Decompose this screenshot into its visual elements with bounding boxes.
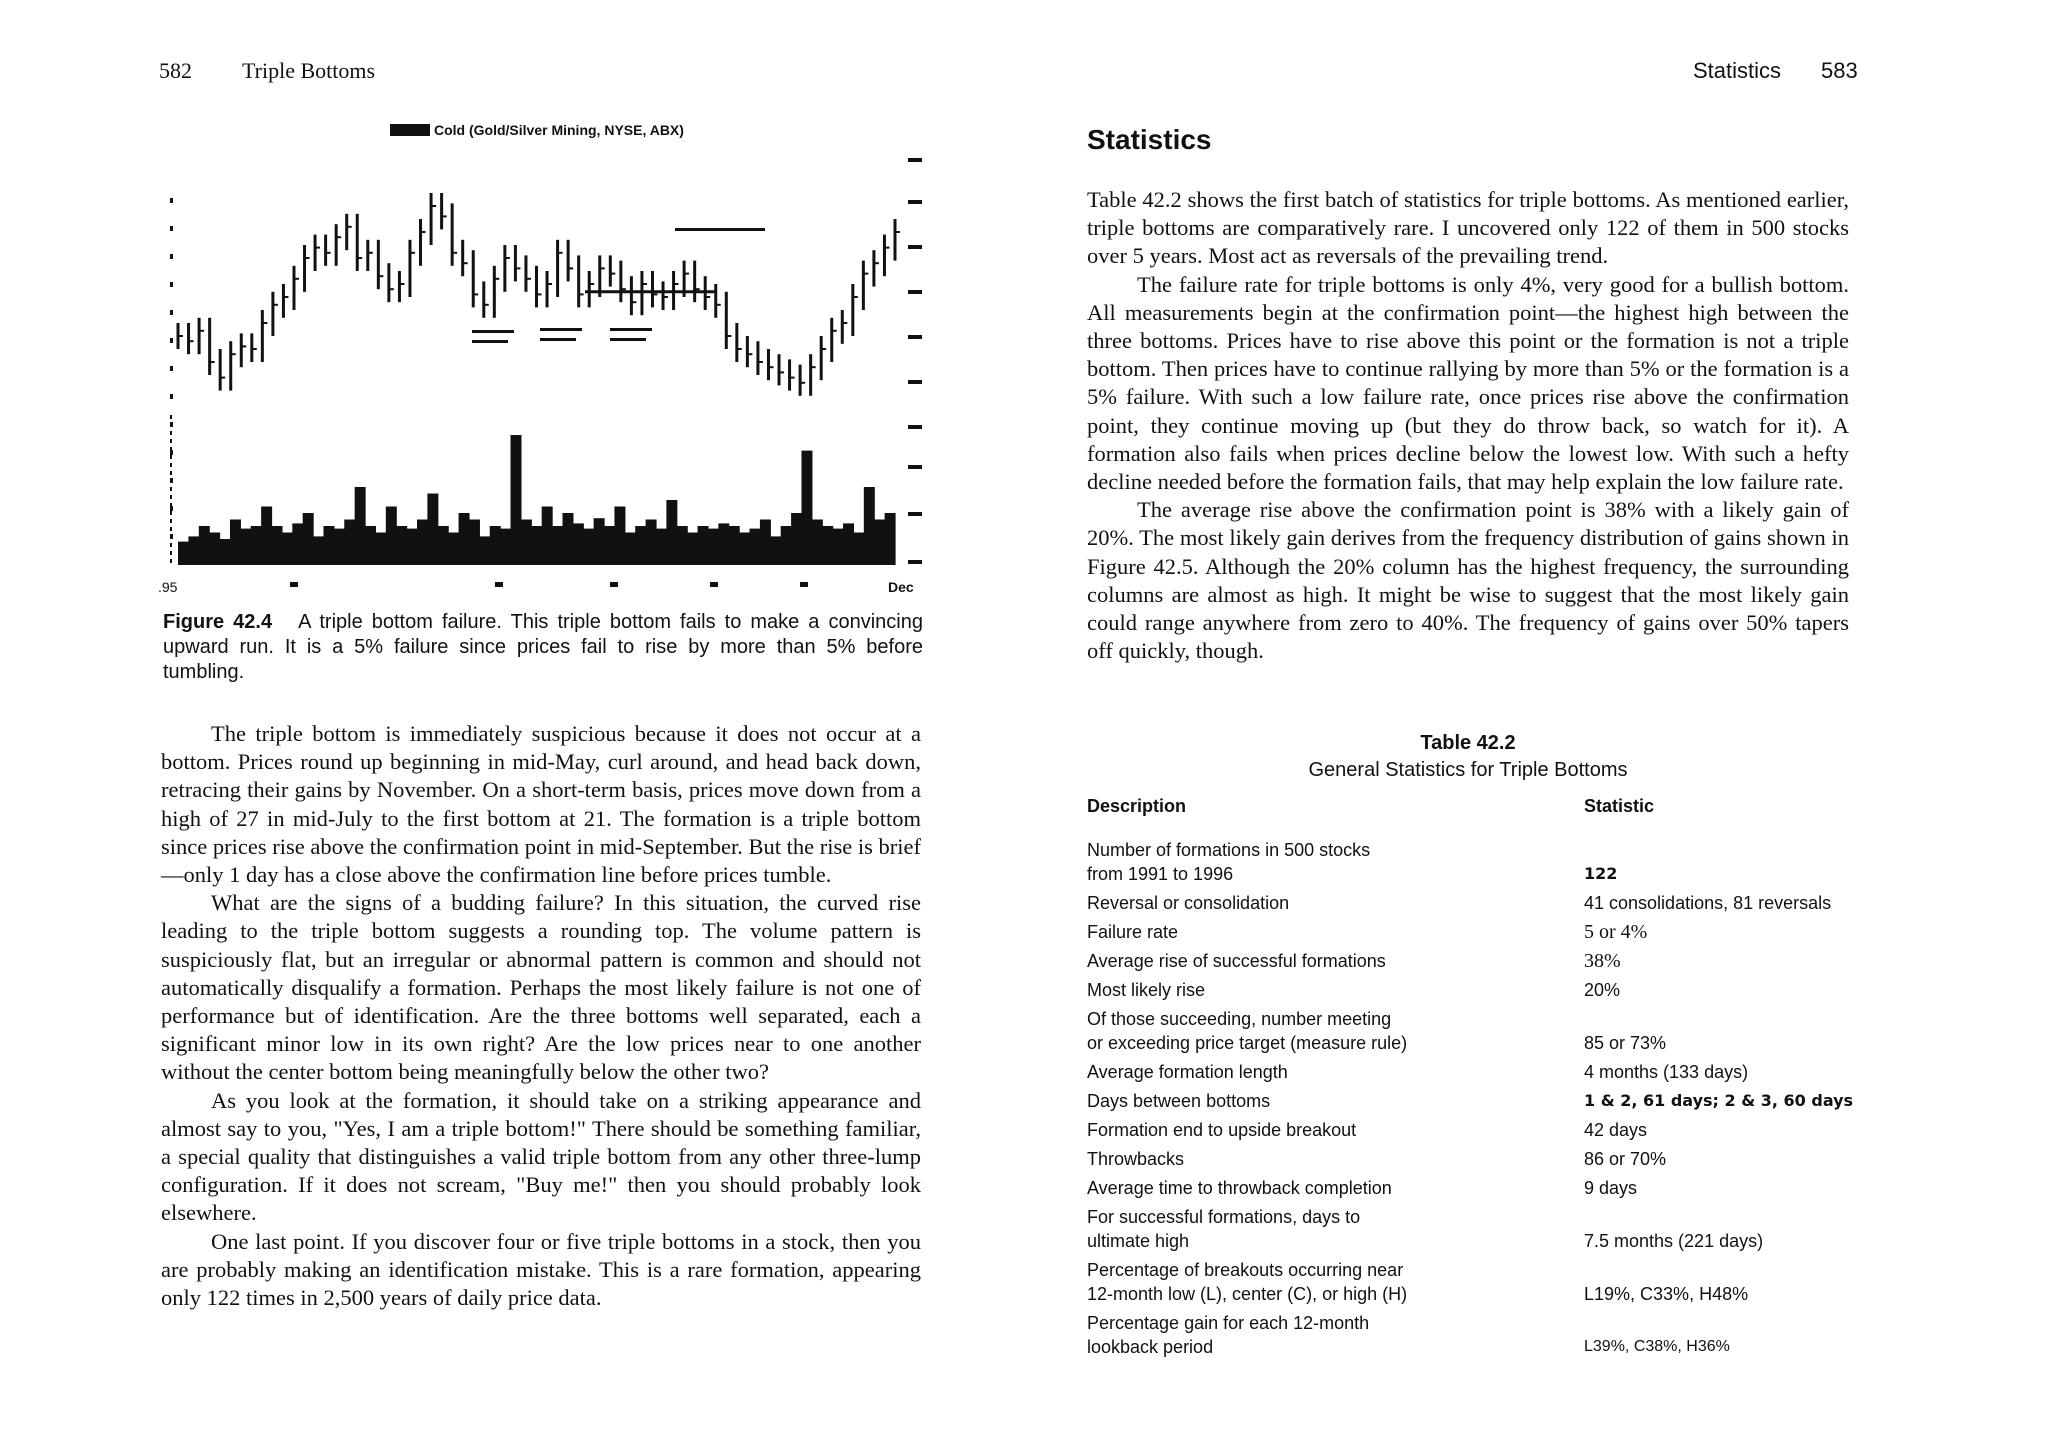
axis-tick bbox=[170, 338, 173, 343]
axis-tick bbox=[170, 282, 173, 287]
figure-caption-text: A triple bottom failure. This triple bottom fails to make a convincing upward run. It is a 5% failure since prices fail to rise by more than 5% before tumbling. bbox=[163, 611, 923, 683]
left-running-title: Triple Bottoms bbox=[242, 58, 376, 83]
body-paragraph: As you look at the formation, it should take on a striking appearance and almost say to you, "Yes, I am a triple bottom!" There should be something familiar, a special quality that distinguishes a valid triple bottom from any other three-lump configuration. If it does not scream, "Buy me!" then you should probably look elsewhere. bbox=[161, 1087, 921, 1226]
volume-bar bbox=[791, 513, 802, 565]
volume-bar bbox=[874, 520, 885, 566]
row-statistic: 4 months (133 days) bbox=[1584, 1062, 1749, 1082]
statistics-table bbox=[1087, 796, 1867, 1359]
figure-label: Figure 42.4 bbox=[163, 611, 273, 633]
volume-bar bbox=[687, 533, 698, 566]
x-axis-start-label: .95 bbox=[158, 579, 178, 595]
table-row bbox=[1087, 1084, 1867, 1113]
right-page-body bbox=[1087, 186, 1849, 665]
row-description: Days between bottoms bbox=[1087, 1091, 1271, 1111]
volume-bar bbox=[427, 494, 438, 566]
volume-bar bbox=[760, 520, 771, 566]
table-row bbox=[1087, 833, 1867, 886]
volume-bar bbox=[843, 523, 854, 565]
volume-bar bbox=[459, 513, 470, 565]
volume-bar bbox=[303, 513, 314, 565]
chart-right-axis-ticks bbox=[908, 158, 922, 564]
row-statistic: 38% bbox=[1584, 950, 1621, 972]
body-paragraph: The failure rate for triple bottoms is only 4%, very good for a bullish bottom. All measurements begin at the confirmation point—the highest high between the three bottoms. Prices have to rise above this point or the formation is not a triple bottom. Then prices have to continue rallying by more than 5% or the formation is a 5% failure. With such a low failure rate, once prices rise above the confirmation point, they continue moving up (but they do throw back, so watch for it). A formation also fails when prices decline below the lowest low. With such a hefty decline needed before the formation fails, that may help explain the low failure rate. bbox=[1087, 271, 1849, 495]
volume-bar bbox=[635, 526, 646, 565]
row-statistic: 41 consolidations, 81 reversals bbox=[1584, 893, 1832, 913]
volume-bar bbox=[573, 523, 584, 565]
axis-tick bbox=[908, 158, 922, 162]
axis-tick bbox=[908, 512, 922, 516]
volume-bar bbox=[812, 520, 823, 566]
volume-bar bbox=[552, 526, 563, 565]
row-statistic: 7.5 months (221 days) bbox=[1584, 1231, 1764, 1251]
x-tick bbox=[290, 582, 298, 587]
bottom-label-mark bbox=[472, 340, 508, 343]
volume-bar bbox=[209, 533, 220, 566]
x-tick bbox=[495, 582, 503, 587]
table-number: Table 42.2 bbox=[1420, 732, 1516, 754]
axis-tick bbox=[170, 310, 173, 315]
volume-bar bbox=[417, 520, 428, 566]
row-description: Percentage of breakouts occurring near 12-month low (L), center (C), or high (H) bbox=[1087, 1260, 1408, 1304]
axis-tick bbox=[170, 226, 173, 231]
table-row bbox=[1087, 1142, 1867, 1171]
table-row bbox=[1087, 1055, 1867, 1084]
table-subtitle: General Statistics for Triple Bottoms bbox=[1308, 759, 1628, 781]
volume-bars bbox=[178, 435, 896, 565]
volume-bar bbox=[833, 529, 844, 565]
bottom-label-mark bbox=[610, 328, 652, 331]
volume-bar bbox=[853, 533, 864, 566]
price-volume-chart bbox=[150, 140, 940, 600]
volume-bar bbox=[781, 526, 792, 565]
volume-bar bbox=[708, 529, 719, 565]
column-header-description: Description bbox=[1087, 796, 1187, 816]
volume-bar bbox=[199, 526, 210, 565]
column-header-statistic: Statistic bbox=[1584, 796, 1655, 816]
body-paragraph: The average rise above the confirmation point is 38% with a likely gain of 20%. The most likely gain derives from the frequency distribution of gains shown in Figure 42.5. Although the 20% column has the highest frequency, the surrounding columns are almost as high. It might be wise to suggest that the most likely gain could range anywhere from zero to 40%. The frequency of gains over 50% tapers off quickly, though. bbox=[1087, 497, 1849, 664]
volume-bar bbox=[656, 529, 667, 565]
volume-bar bbox=[313, 536, 324, 565]
row-description: Failure rate bbox=[1087, 922, 1179, 942]
axis-tick bbox=[908, 380, 922, 384]
left-page-number: 582 bbox=[159, 58, 192, 83]
volume-bar bbox=[448, 533, 459, 566]
x-tick bbox=[610, 582, 618, 587]
volume-bar bbox=[583, 529, 594, 565]
x-axis-end-label: Dec bbox=[888, 579, 914, 595]
row-description: Throwbacks bbox=[1087, 1149, 1185, 1169]
figure-caption bbox=[163, 610, 923, 685]
volume-bar bbox=[479, 536, 490, 565]
volume-bar bbox=[365, 526, 376, 565]
volume-bar bbox=[272, 526, 283, 565]
volume-bar bbox=[531, 526, 542, 565]
row-statistic: L39%, C38%, H36% bbox=[1584, 1338, 1730, 1355]
axis-tick bbox=[908, 335, 922, 339]
left-page-body bbox=[161, 720, 921, 1312]
right-running-title: Statistics bbox=[1693, 58, 1782, 83]
table-row bbox=[1087, 1002, 1867, 1055]
volume-bar bbox=[396, 526, 407, 565]
volume-bar bbox=[770, 536, 781, 565]
axis-tick bbox=[908, 425, 922, 429]
row-description: For successful formations, days to ultimate high bbox=[1087, 1207, 1361, 1251]
x-axis-ticks bbox=[290, 582, 808, 587]
price-bars bbox=[178, 193, 900, 396]
row-description: Formation end to upside breakout bbox=[1087, 1120, 1357, 1140]
volume-bar bbox=[188, 536, 199, 565]
bottom-label-mark bbox=[540, 338, 576, 341]
volume-bar bbox=[220, 539, 231, 565]
x-tick bbox=[710, 582, 718, 587]
table-row bbox=[1087, 1200, 1867, 1253]
volume-bar bbox=[801, 451, 812, 565]
row-statistic: 85 or 73% bbox=[1584, 1033, 1667, 1053]
company-logo-mark bbox=[390, 124, 430, 136]
volume-bar bbox=[521, 520, 532, 566]
x-tick bbox=[800, 582, 808, 587]
volume-bar bbox=[594, 518, 605, 565]
row-statistic: L19%, C33%, H48% bbox=[1584, 1284, 1749, 1304]
row-statistic: 1 & 2, 61 days; 2 & 3, 60 days bbox=[1584, 1091, 1854, 1110]
chart-title: Cold (Gold/Silver Mining, NYSE, ABX) bbox=[390, 122, 750, 138]
axis-tick bbox=[908, 465, 922, 469]
axis-tick bbox=[908, 245, 922, 249]
volume-bar bbox=[562, 513, 573, 565]
volume-bar bbox=[355, 487, 366, 565]
row-statistic: 5 or 4% bbox=[1584, 921, 1648, 943]
volume-bar bbox=[864, 487, 875, 565]
row-description: Of those succeeding, number meeting or exceeding price target (measure rule) bbox=[1087, 1009, 1408, 1053]
volume-bar bbox=[885, 513, 896, 565]
volume-bar bbox=[511, 435, 522, 565]
body-paragraph: One last point. If you discover four or five triple bottoms in a stock, then you are probably making an identification mistake. This is a rare formation, appearing only 122 times in 2,500 years of daily price data. bbox=[161, 1228, 921, 1311]
axis-tick bbox=[170, 394, 173, 399]
volume-bar bbox=[344, 520, 355, 566]
table-row bbox=[1087, 944, 1867, 973]
row-statistic: 42 days bbox=[1584, 1120, 1648, 1140]
table-row bbox=[1087, 1306, 1867, 1359]
table-row bbox=[1087, 1253, 1867, 1306]
table-row bbox=[1087, 886, 1867, 915]
row-statistic: 20% bbox=[1584, 980, 1621, 1000]
axis-tick bbox=[170, 254, 173, 259]
volume-bar bbox=[718, 523, 729, 565]
bottom-label-mark bbox=[472, 330, 514, 333]
row-description: Most likely rise bbox=[1087, 980, 1206, 1000]
volume-bar bbox=[490, 526, 501, 565]
bottom-label-mark bbox=[610, 338, 646, 341]
axis-tick bbox=[908, 290, 922, 294]
row-description: Reversal or consolidation bbox=[1087, 893, 1290, 913]
volume-bar bbox=[178, 542, 189, 565]
axis-tick bbox=[170, 366, 173, 371]
volume-bar bbox=[240, 529, 251, 565]
body-paragraph: Table 42.2 shows the first batch of statistics for triple bottoms. As mentioned earlier, triple bottoms are comparatively rare. I uncovered only 122 of them in 500 stocks over 5 years. Most act as reversals of the prevailing trend. bbox=[1087, 187, 1849, 269]
row-description: Percentage gain for each 12-month lookback period bbox=[1087, 1313, 1370, 1357]
volume-bar bbox=[625, 533, 636, 566]
row-statistic: 122 bbox=[1584, 864, 1618, 883]
volume-bar bbox=[604, 526, 615, 565]
volume-bar bbox=[261, 507, 272, 566]
volume-bar bbox=[334, 529, 345, 565]
volume-bar bbox=[386, 507, 397, 566]
row-description: Average rise of successful formations bbox=[1087, 951, 1386, 971]
volume-bar bbox=[251, 526, 262, 565]
table-caption bbox=[1087, 730, 1849, 784]
volume-bar bbox=[500, 529, 511, 565]
right-page-number: 583 bbox=[1821, 58, 1858, 83]
axis-tick bbox=[170, 198, 173, 203]
volume-bar bbox=[646, 520, 657, 566]
table-row bbox=[1087, 915, 1867, 944]
bottom-label-mark bbox=[540, 328, 582, 331]
volume-bar bbox=[282, 533, 293, 566]
volume-bar bbox=[292, 523, 303, 565]
body-paragraph: The triple bottom is immediately suspicious because it does not occur at a bottom. Prices round up beginning in mid-May, curl around, and head back down, retracing their gains by November. On a short-term basis, prices move down from a high of 27 in mid-July to the first bottom at 21. The formation is a triple bottom since prices rise above the confirmation point in mid-September. But the rise is brief—only 1 day has a close above the confirmation line before prices tumble. bbox=[161, 721, 921, 888]
row-statistic: 9 days bbox=[1584, 1178, 1638, 1198]
volume-bar bbox=[230, 520, 241, 566]
chart-left-axis-ticks bbox=[170, 198, 173, 565]
volume-bar bbox=[438, 526, 449, 565]
table-row bbox=[1087, 973, 1867, 1002]
volume-bar bbox=[469, 520, 480, 566]
row-description: Average time to throwback completion bbox=[1087, 1178, 1392, 1198]
body-paragraph: What are the signs of a budding failure? In this situation, the curved rise leading to the triple bottom suggests a rounding top. The volume pattern is suspiciously flat, but an irregular or abnormal pattern is common and should not automatically disqualify a formation. Perhaps the most likely failure is not one of performance but of identification. Are the three bottoms well separated, each a significant minor low in its own right? Are the low prices near to one another without the center bottom being meaningfully below the other two? bbox=[161, 890, 921, 1085]
row-statistic: 86 or 70% bbox=[1584, 1149, 1667, 1169]
section-heading: Statistics bbox=[1087, 124, 1212, 155]
volume-bar bbox=[698, 526, 709, 565]
volume-bar bbox=[750, 529, 761, 565]
volume-bar bbox=[729, 526, 740, 565]
volume-bar bbox=[614, 507, 625, 566]
volume-bar bbox=[739, 533, 750, 566]
volume-bar bbox=[407, 529, 418, 565]
volume-bar bbox=[822, 526, 833, 565]
table-row bbox=[1087, 1113, 1867, 1142]
volume-bar bbox=[375, 533, 386, 566]
volume-bar bbox=[677, 526, 688, 565]
volume-bar bbox=[666, 500, 677, 565]
confirmation-label-mark bbox=[675, 228, 765, 231]
row-description: Number of formations in 500 stocks from 1991 to 1996 bbox=[1087, 840, 1371, 884]
row-description: Average formation length bbox=[1087, 1062, 1288, 1082]
axis-tick bbox=[908, 560, 922, 564]
table-row bbox=[1087, 1171, 1867, 1200]
axis-tick bbox=[908, 200, 922, 204]
volume-bar bbox=[323, 526, 334, 565]
volume-bar bbox=[542, 507, 553, 566]
